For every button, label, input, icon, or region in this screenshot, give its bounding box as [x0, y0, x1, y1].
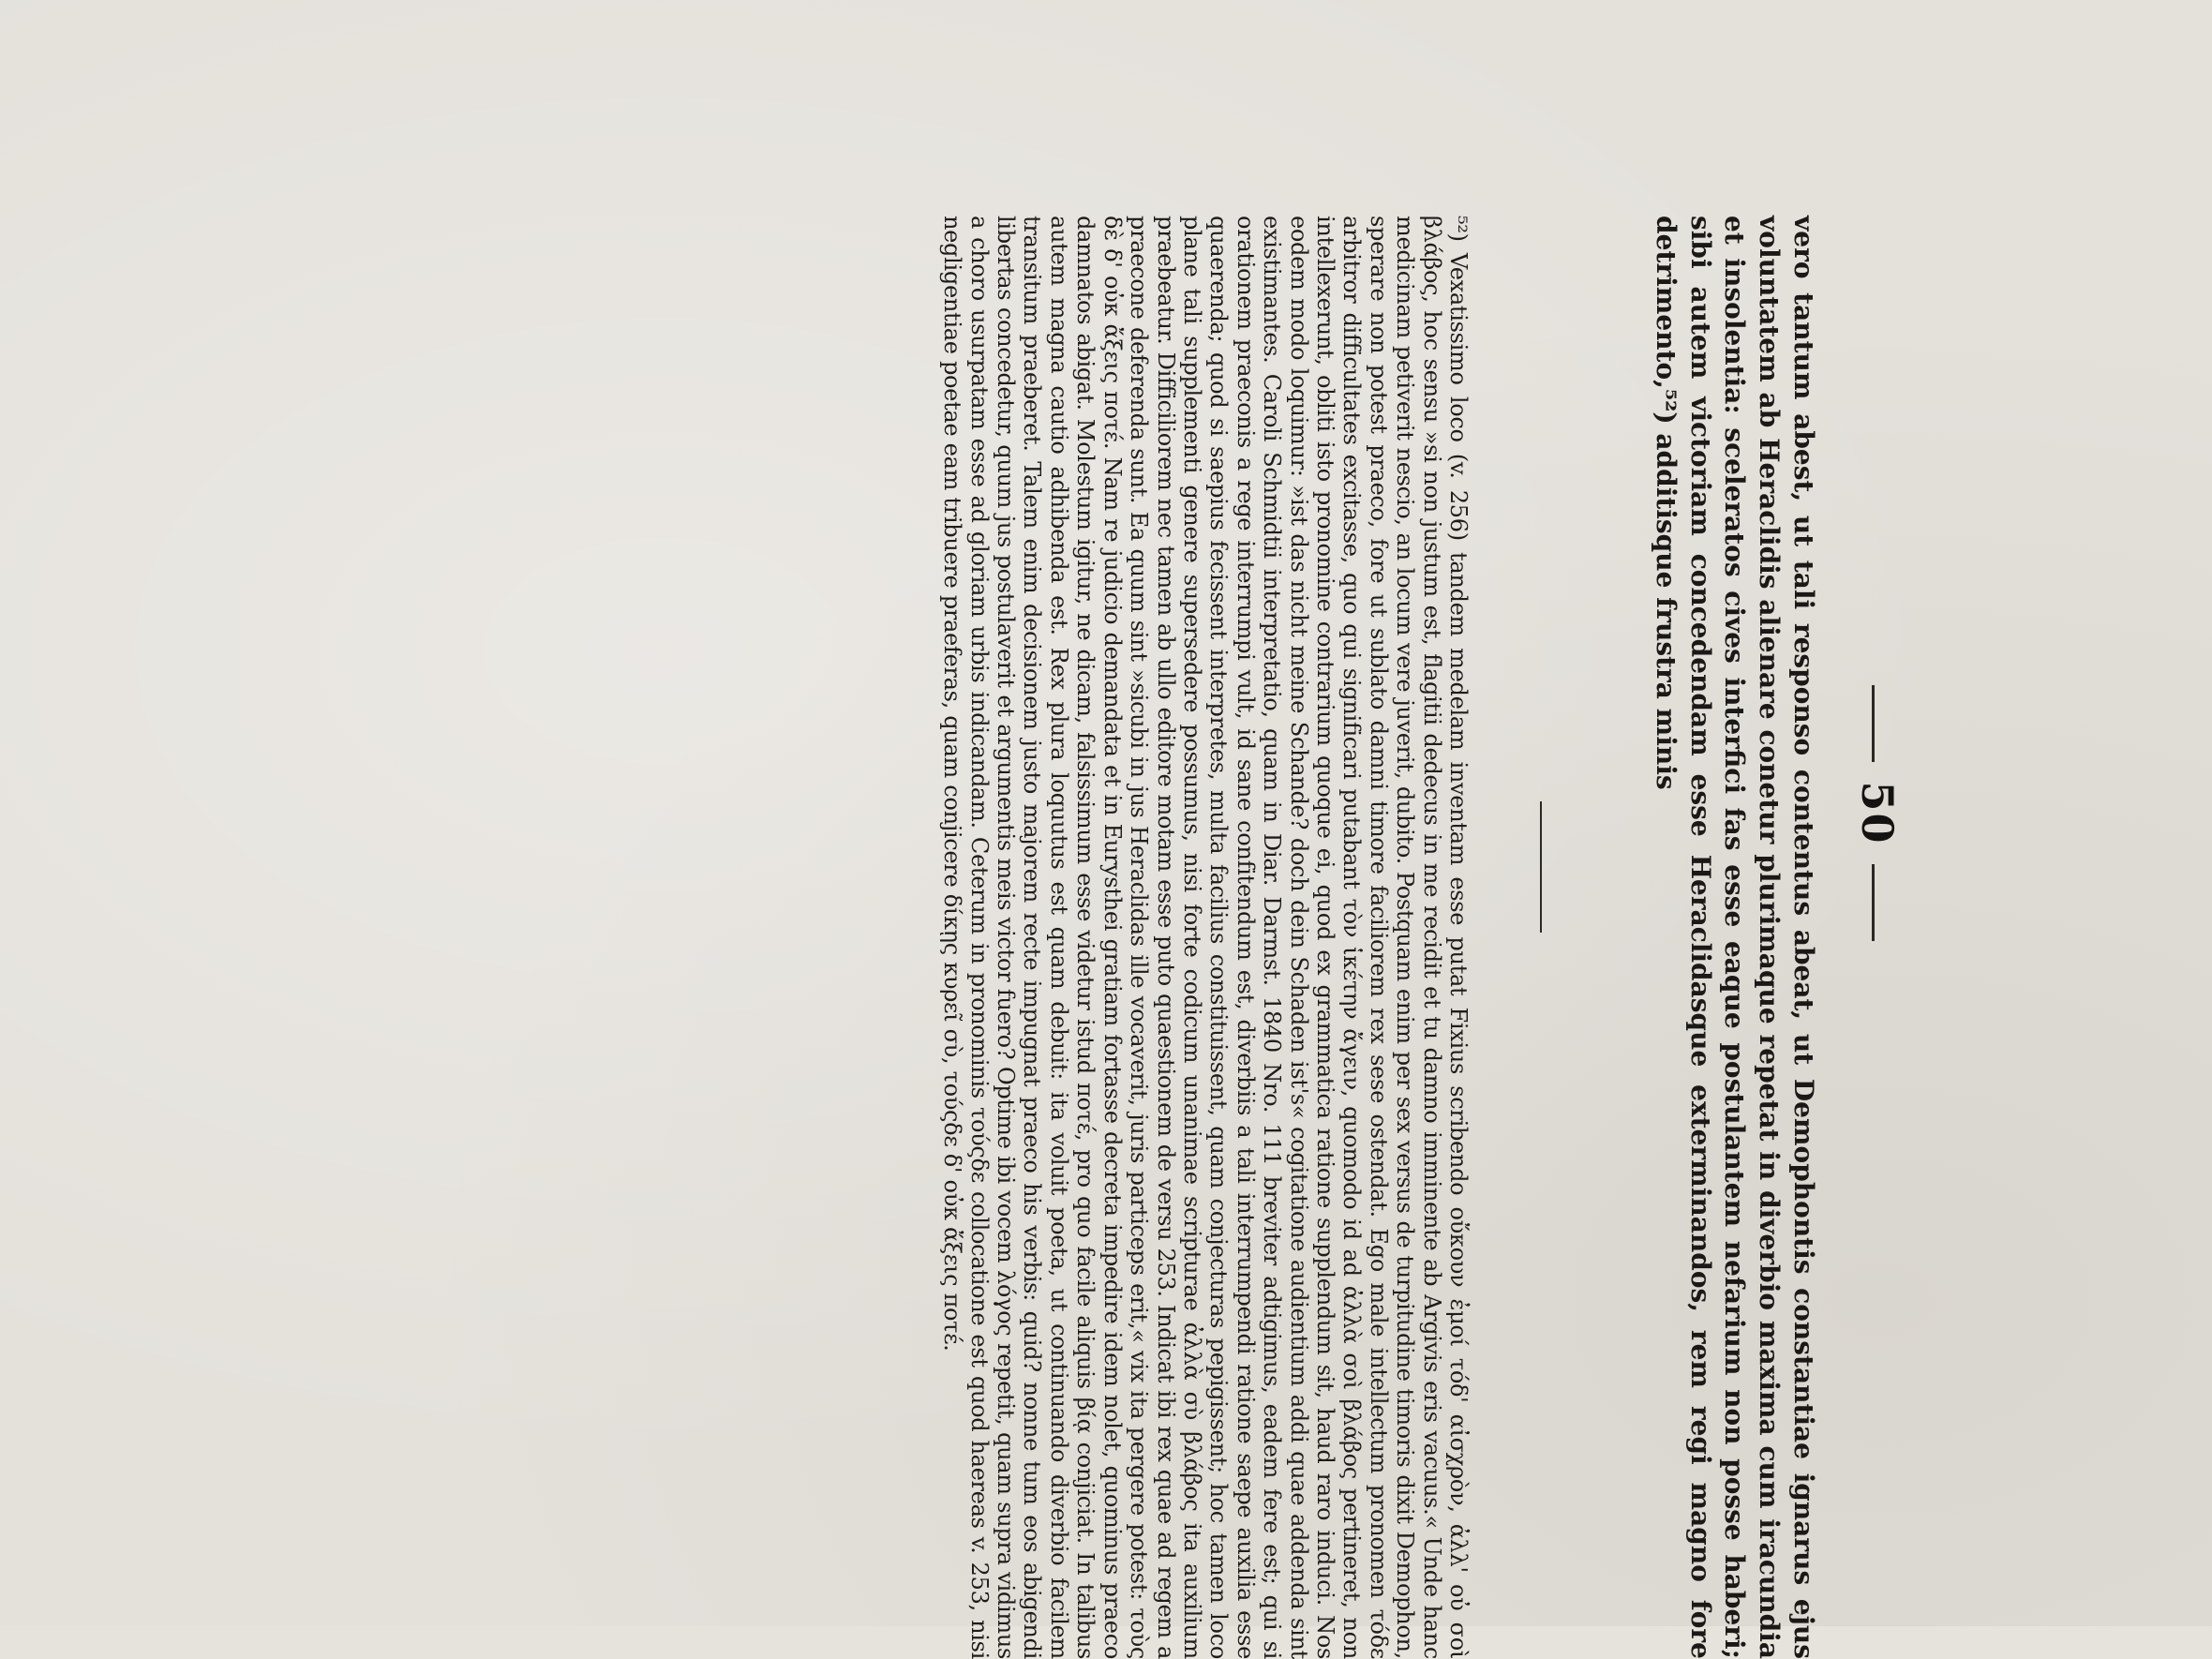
page-number-right-rule: [1873, 864, 1876, 941]
footnote-52: ⁵²) Vexatissimo loco (v. 256) tandem medelam inventam esse putat Fixius scribendo οὔκουν ἐμοί τόδ' αἰσχρὸν, ἀλλ' οὐ σοὶ βλάβος, hoc sensu »si non justum est, flagitii dedecus in me recidit et tu damno imminente ab Argivis eris vacuus.« Unde hanc medicinam petiverit nescio, an locum vere juverit, dubito. Postquam enim per sex versus de turpitudine timoris dixit Demophon, sperare non potest praeco, fore ut sublato damni timore faciliorem rex sese ostendat. Ego male intellectum pronomen τόδε arbitror difficultates excitasse, quo qui significari putabant τὸν ἱκέτην ἄγειν, quomodo id ad ἀλλὰ σοὶ βλάβος pertineret, non intellexerunt, obliti isto pronomine contrarium quoque ei, quod ex grammatica ratione supplendum sit, haud raro induci. Nos eodem modo loquimur: »ist das nicht meine Schande? doch dein Schaden ist's« cogitatione audientium addi quae addenda sint existimantes. Caroli Schmidtii interpretatio, quam in Diar. Darmst. 1840 Nro. 111 breviter adtigimus, eadem fere est; qui si orationem praeconis a rege interrumpi vult, id sane confitendum est, diverbiis a tali interrumpendi ratione saepe auxilia esse quaerenda; quod si saepius fecissent interpretes, multa facilius constituissent, quam conjecturas pepigissent; hoc tamen loco plane tali supplementi genere supersedere possumus, nisi forte codicum unanimae scripturae ἀλλὰ σὺ βλάβος ita auxilium praebeatur. Difficiliorem nec tamen ab ullo editore motam esse puto quaestionem de versu 253. Indicat ibi rex quae ad regem a praecone deferenda sunt. Ea quum sint »sicubi in jus Heraclidas ille vocaverit, juris particeps erit,« vix ita pergere potest: τοὺς δὲ δ' οὐκ ἄξεις ποτέ. Nam re judicio demandata et in Eurysthei gratiam fortasse decreta impedire idem nolet, quominus praeco damnatos abigat. Molestum igitur, ne dicam, falsissimum esse videtur istud ποτέ, pro quo facile aliquis βίᾳ conjiciat. In talibus autem magna cautio adhibenda est. Rex plura loquutus est quam debuit: ita voluit poeta, ut continuando diverbio facilem transitum praeberet. Talem enim decisionem justo majorem recte impugnat praeco his verbis: quid? nonne tum eos abigendi libertas concedetur, quum jus postulaverit et argumentis meis victor fuero? Optime ibi vocem λόγος repetit, quam supra vidimus a choro usurpatam esse ad gloriam urbis indicandam. Ceterum in pronominis τούςδε collocatione est quod haereas v. 253, nisi negligentiae poetae eam tribuere praeferas, quam conjicere δίκῃς κυρεῖ σὺ, τούςδε δ' οὐκ ἄξεις ποτέ.: [939, 216, 1472, 1659]
main-body-text: vero tantum abest, ut tali responso contentus abeat, ut Demophontis constantiae ignarus ejus voluntatem ab Heraclidis alienare conetur plurimaque repetat in diverbio maxima cum iracundia et insolentia: sceleratos cives interfici fas esse eaque postulantem nefarium non posse haberi; sibi autem victoriam concedendam esse Heraclidasque exterminandos, rem regi magno fore detrimento,⁵²) additisque frustra minis: [1650, 216, 1819, 1659]
page-number-left-rule: [1873, 685, 1876, 762]
footnote-separator-rule: [1540, 801, 1542, 933]
page-number-text: 50: [1852, 781, 1903, 845]
page-number: [1852, 0, 1903, 1626]
